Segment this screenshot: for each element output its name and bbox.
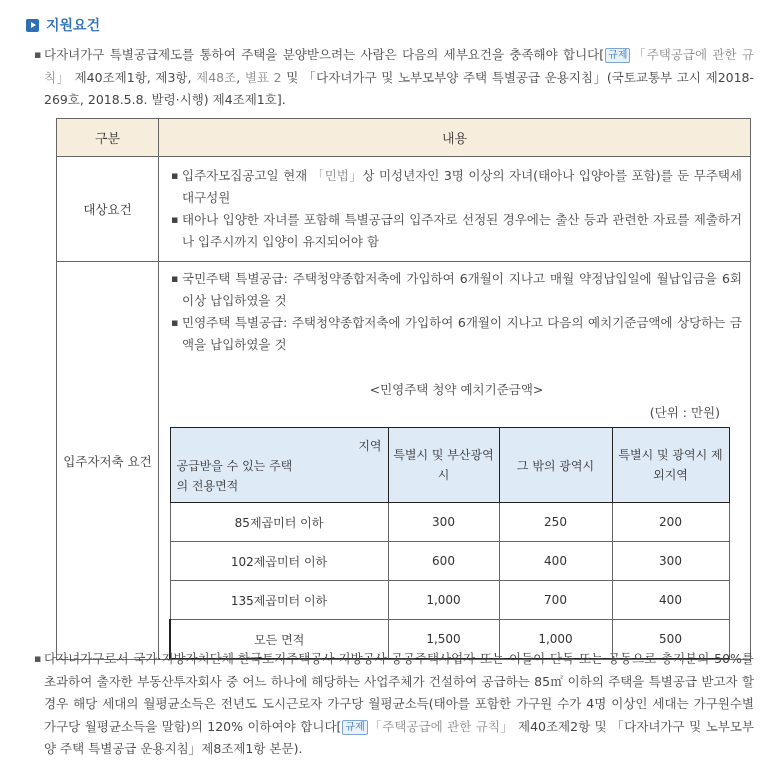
section-title: 지원요건 [46, 18, 101, 34]
bullet-icon: ▪ [171, 169, 179, 182]
value-cell: 200 [612, 503, 729, 542]
unit-label: (단위 : 만원) [649, 405, 720, 420]
row-label-savings: 입주자저축 요건 [57, 262, 159, 660]
value-cell: 250 [499, 503, 612, 542]
table-row [57, 157, 751, 262]
requirements-table [56, 118, 751, 660]
deposit-table [169, 427, 730, 660]
deposit-column-header: 그 밖의 광역시 [499, 428, 612, 503]
section-header [26, 14, 100, 36]
bullet-icon: ▪ [34, 652, 42, 665]
bullet-icon: ▪ [34, 48, 42, 61]
intro-text: 및 「다자녀가구 및 노부모부양 주택 특별공급 운용지침」(국토교통부 고시 제2018-269호, 2018.5.8. 발령·시행) 제4조제1호]. [44, 69, 755, 107]
value-cell: 500 [612, 620, 729, 660]
table-row [170, 503, 729, 542]
value-cell: 400 [499, 542, 612, 581]
appendix-link[interactable]: 별표 2 [244, 69, 282, 85]
deposit-column-header: 특별시 및 광역시 제외지역 [612, 428, 729, 503]
value-cell: 400 [612, 581, 729, 620]
civil-law-link[interactable]: 「민법」 [311, 168, 363, 183]
list-item: ▪ 입주자모집공고일 현재 「민법」상 미성년자인 3명 이상의 자녀(태아나 입양아를 포함)를 둔 무주택세대구성원 [171, 165, 742, 209]
table-row [170, 542, 729, 581]
deposit-column-header: 특별시 및 부산광역시 [388, 428, 499, 503]
corner-header [170, 428, 388, 503]
corner-area-label: 공급받을 수 있는 주택의 전용면적 [176, 459, 293, 493]
income-text: 다자녀가구로서 국가·지방자치단체·한국토지주택공사·지방공사·공공주택사업자 또는 이들이 단독 또는 공동으로 총지분의 50%를 초과하여 출자한 부동산투자회사 중 어느 하나에 해당하는 사업주체가 건설하여 공급하는 85㎡ 이하의 주택을 특별공급 받고자 할 경우 해당 세대의 월평균소득은 전년도 도시근로자 가구당 월평균소득(태아를 포함한 가구원 수가 4명 이상인 세대는 가구원수별 가구당 월평균소득을 말함)의 120% 이하여야 합니다[ [44, 651, 754, 734]
regulation-badge[interactable]: 규제 [605, 48, 630, 63]
corner-region-label: 지역 [358, 439, 382, 453]
area-cell: 102제곱미터 이하 [170, 542, 388, 581]
value-cell: 700 [499, 581, 612, 620]
regulation-badge[interactable]: 규제 [342, 720, 367, 735]
regulation-link[interactable]: 「주택공급에 관한 규칙」 [368, 718, 514, 734]
intro-text: 제40조제1항, 제3항, [69, 69, 197, 85]
deposit-header-row [170, 428, 729, 503]
play-square-icon [26, 19, 39, 32]
intro-lead: 다자녀가구 특별공급제도를 통하여 주택을 분양받으려는 사람은 다음의 세부요건을 충족해야 합니다[ [44, 47, 605, 62]
table-row [170, 581, 729, 620]
intro-paragraph [34, 44, 755, 112]
intro-text: , [236, 69, 245, 85]
value-cell: 300 [388, 503, 499, 542]
value-cell: 1,000 [388, 581, 499, 620]
area-cell: 135제곱미터 이하 [170, 581, 388, 620]
regulation-link[interactable]: 「주택공급에 관한 규칙」 [44, 47, 754, 85]
value-cell: 1,000 [499, 620, 612, 660]
list-item: ▪ 국민주택 특별공급: 주택청약종합저축에 가입하여 6개월이 지나고 매월 약정납입일에 월납입금을 6회 이상 납입하였을 것 [171, 268, 742, 312]
area-cell: 85제곱미터 이하 [170, 503, 388, 542]
bullet-icon: ▪ [171, 272, 179, 285]
area-cell: 모든 면적 [170, 620, 388, 660]
savings-content [159, 262, 751, 660]
value-cell: 300 [612, 542, 729, 581]
list-item: ▪ 민영주택 특별공급: 주택청약종합저축에 가입하여 6개월이 지나고 다음의 예치기준금액에 상당하는 금액을 납입하였을 것 [171, 312, 742, 356]
target-content [159, 157, 751, 262]
value-cell: 600 [388, 542, 499, 581]
list-item: ▪ 태아나 입양한 자녀를 포함해 특별공급의 입주자로 선정된 경우에는 출산 등과 관련한 자료를 제출하거나 입주시까지 입양이 유지되어야 함 [171, 209, 742, 253]
bullet-icon: ▪ [171, 316, 179, 329]
column-header-category: 구분 [57, 119, 159, 157]
income-text-end: 제40조제2항 및 「다자녀가구 및 노부모부양 주택 특별공급 운용지침」제8조제1항 본문). [44, 718, 754, 756]
income-paragraph [34, 648, 754, 761]
value-cell: 1,500 [388, 620, 499, 660]
row-label-target: 대상요건 [57, 157, 159, 262]
bullet-icon: ▪ [171, 213, 179, 226]
deposit-table-title: <민영주택 청약 예치기준금액> [369, 382, 544, 397]
column-header-content: 내용 [159, 119, 751, 157]
article-link[interactable]: 제48조 [196, 69, 237, 85]
table-row [57, 262, 751, 660]
